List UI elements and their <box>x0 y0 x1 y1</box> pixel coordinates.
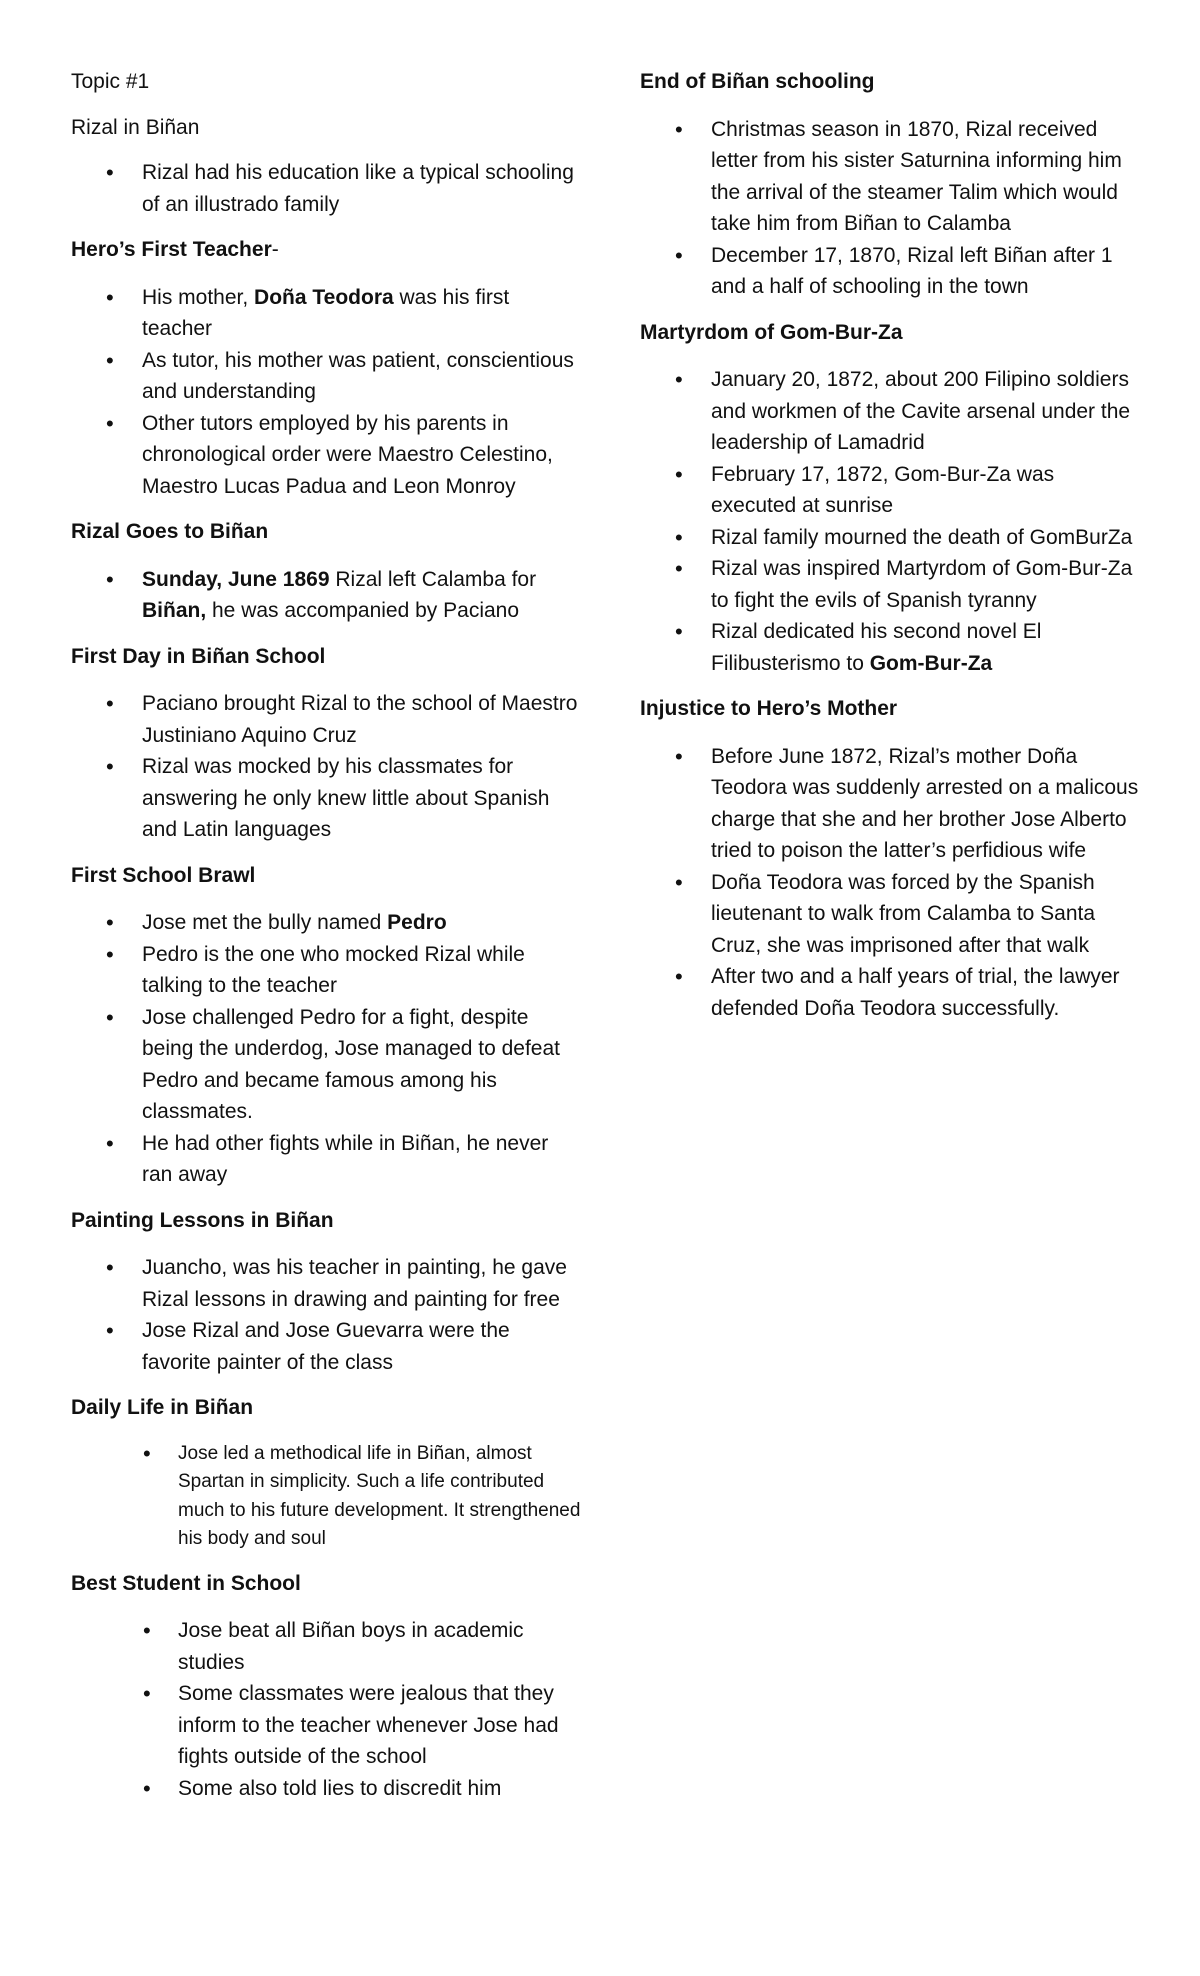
martyrdom-list <box>640 364 1140 679</box>
bold-run: Gom-Bur-Za <box>869 651 993 675</box>
text-run: Rizal left Calamba for <box>329 567 537 591</box>
bold-run: Biñan, <box>142 599 207 622</box>
section-heading-first-teacher <box>71 234 581 266</box>
list-item <box>71 907 581 939</box>
brawl-list <box>71 907 581 1191</box>
section-heading-best-student: Best Student in School <box>71 1571 301 1595</box>
list-item: • Rizal was mocked by his classmates for answering he only knew little about Spanish and Latin languages <box>71 751 581 846</box>
section-heading-goes-to-binan: Rizal Goes to Biñan <box>71 520 269 543</box>
list-item: • Jose led a methodical life in Biñan, almost Spartan in simplicity. Such a life contributed much to his future development. It strengthened his body and soul <box>71 1440 581 1554</box>
intro-list <box>71 157 581 220</box>
list-item: • He had other fights while in Biñan, he never ran away <box>71 1128 581 1191</box>
list-item: • Rizal was inspired Martyrdom of Gom-Bur-Za to fight the evils of Spanish tyranny <box>640 553 1140 616</box>
list-item: • Doña Teodora was forced by the Spanish lieutenant to walk from Calamba to Santa Cruz, she was imprisoned after that walk <box>640 867 1140 962</box>
section-heading-first-day: First Day in Biñan School <box>71 644 326 668</box>
list-item: • As tutor, his mother was patient, conscientious and understanding <box>71 345 581 408</box>
section-heading-martyrdom: Martyrdom of Gom-Bur-Za <box>640 320 903 344</box>
first-day-list <box>71 688 581 846</box>
end-schooling-list <box>640 114 1140 303</box>
list-item: • Some classmates were jealous that they inform to the teacher whenever Jose had fights outside of the school <box>71 1678 581 1773</box>
text-run: he was accompanied by Paciano <box>206 599 520 622</box>
list-item: • Paciano brought Rizal to the school of Maestro Justiniano Aquino Cruz <box>71 688 581 751</box>
list-item <box>71 282 581 345</box>
heading-suffix: - <box>271 238 279 261</box>
section-heading-end-schooling: End of Biñan schooling <box>640 70 875 93</box>
text-run: Jose met the bully named <box>142 911 388 934</box>
topic-label: Topic #1 <box>71 70 150 93</box>
bold-run: Pedro <box>387 911 447 934</box>
first-teacher-list <box>71 282 581 503</box>
list-item: • Rizal had his education like a typical schooling of an illustrado family <box>71 157 581 220</box>
painting-list <box>71 1252 581 1378</box>
list-item: • Before June 1872, Rizal’s mother Doña Teodora was suddenly arrested on a malicous charge that she and her brother Jose Alberto tried to poison the latter’s perfidious wife <box>640 741 1140 867</box>
bold-run: Sunday, June 1869 <box>142 567 330 591</box>
text-run: His mother, <box>142 285 255 309</box>
list-item: • Other tutors employed by his parents in chronological order were Maestro Celestino, Maestro Lucas Padua and Leon Monroy <box>71 408 581 503</box>
intro-heading: Rizal in Biñan <box>71 115 200 139</box>
list-item <box>71 564 581 627</box>
section-heading-painting: Painting Lessons in Biñan <box>71 1208 334 1232</box>
injustice-list <box>640 741 1140 1025</box>
text-run: Rizal dedicated his second novel El Filibusterismo to <box>711 620 1042 675</box>
list-item: • Jose challenged Pedro for a fight, despite being the underdog, Jose managed to defeat Pedro and became famous among his classmates. <box>71 1002 581 1128</box>
list-item: • Pedro is the one who mocked Rizal while talking to the teacher <box>71 939 581 1002</box>
list-item: • Juancho, was his teacher in painting, he gave Rizal lessons in drawing and painting for free <box>71 1252 581 1315</box>
goes-to-binan-list <box>71 564 581 627</box>
daily-life-list <box>71 1440 581 1554</box>
list-item <box>640 616 1140 679</box>
bold-run: Doña Teodora <box>254 285 394 309</box>
section-heading-injustice: Injustice to Hero’s Mother <box>640 697 898 720</box>
list-item: • January 20, 1872, about 200 Filipino soldiers and workmen of the Cavite arsenal under the leadership of Lamadrid <box>640 364 1140 459</box>
list-item: • Jose beat all Biñan boys in academic studies <box>71 1615 581 1678</box>
list-item: • Christmas season in 1870, Rizal received letter from his sister Saturnina informing him the arrival of the steamer Talim which would take him from Biñan to Calamba <box>640 114 1140 240</box>
left-column <box>71 66 581 1818</box>
list-item: • December 17, 1870, Rizal left Biñan after 1 and a half of schooling in the town <box>640 240 1140 303</box>
heading-text: Hero’s First Teacher <box>71 238 272 261</box>
section-heading-brawl: First School Brawl <box>71 863 256 887</box>
section-heading-daily-life: Daily Life in Biñan <box>71 1396 254 1419</box>
right-column <box>640 66 1140 1038</box>
text-run: was his first teacher <box>142 285 510 340</box>
list-item: • Rizal family mourned the death of GomBurZa <box>640 522 1140 554</box>
best-student-list <box>71 1615 581 1804</box>
list-item: • February 17, 1872, Gom-Bur-Za was executed at sunrise <box>640 459 1140 522</box>
list-item: • Some also told lies to discredit him <box>71 1773 581 1805</box>
list-item: • After two and a half years of trial, the lawyer defended Doña Teodora successfully. <box>640 961 1140 1024</box>
list-item: • Jose Rizal and Jose Guevarra were the favorite painter of the class <box>71 1315 581 1378</box>
